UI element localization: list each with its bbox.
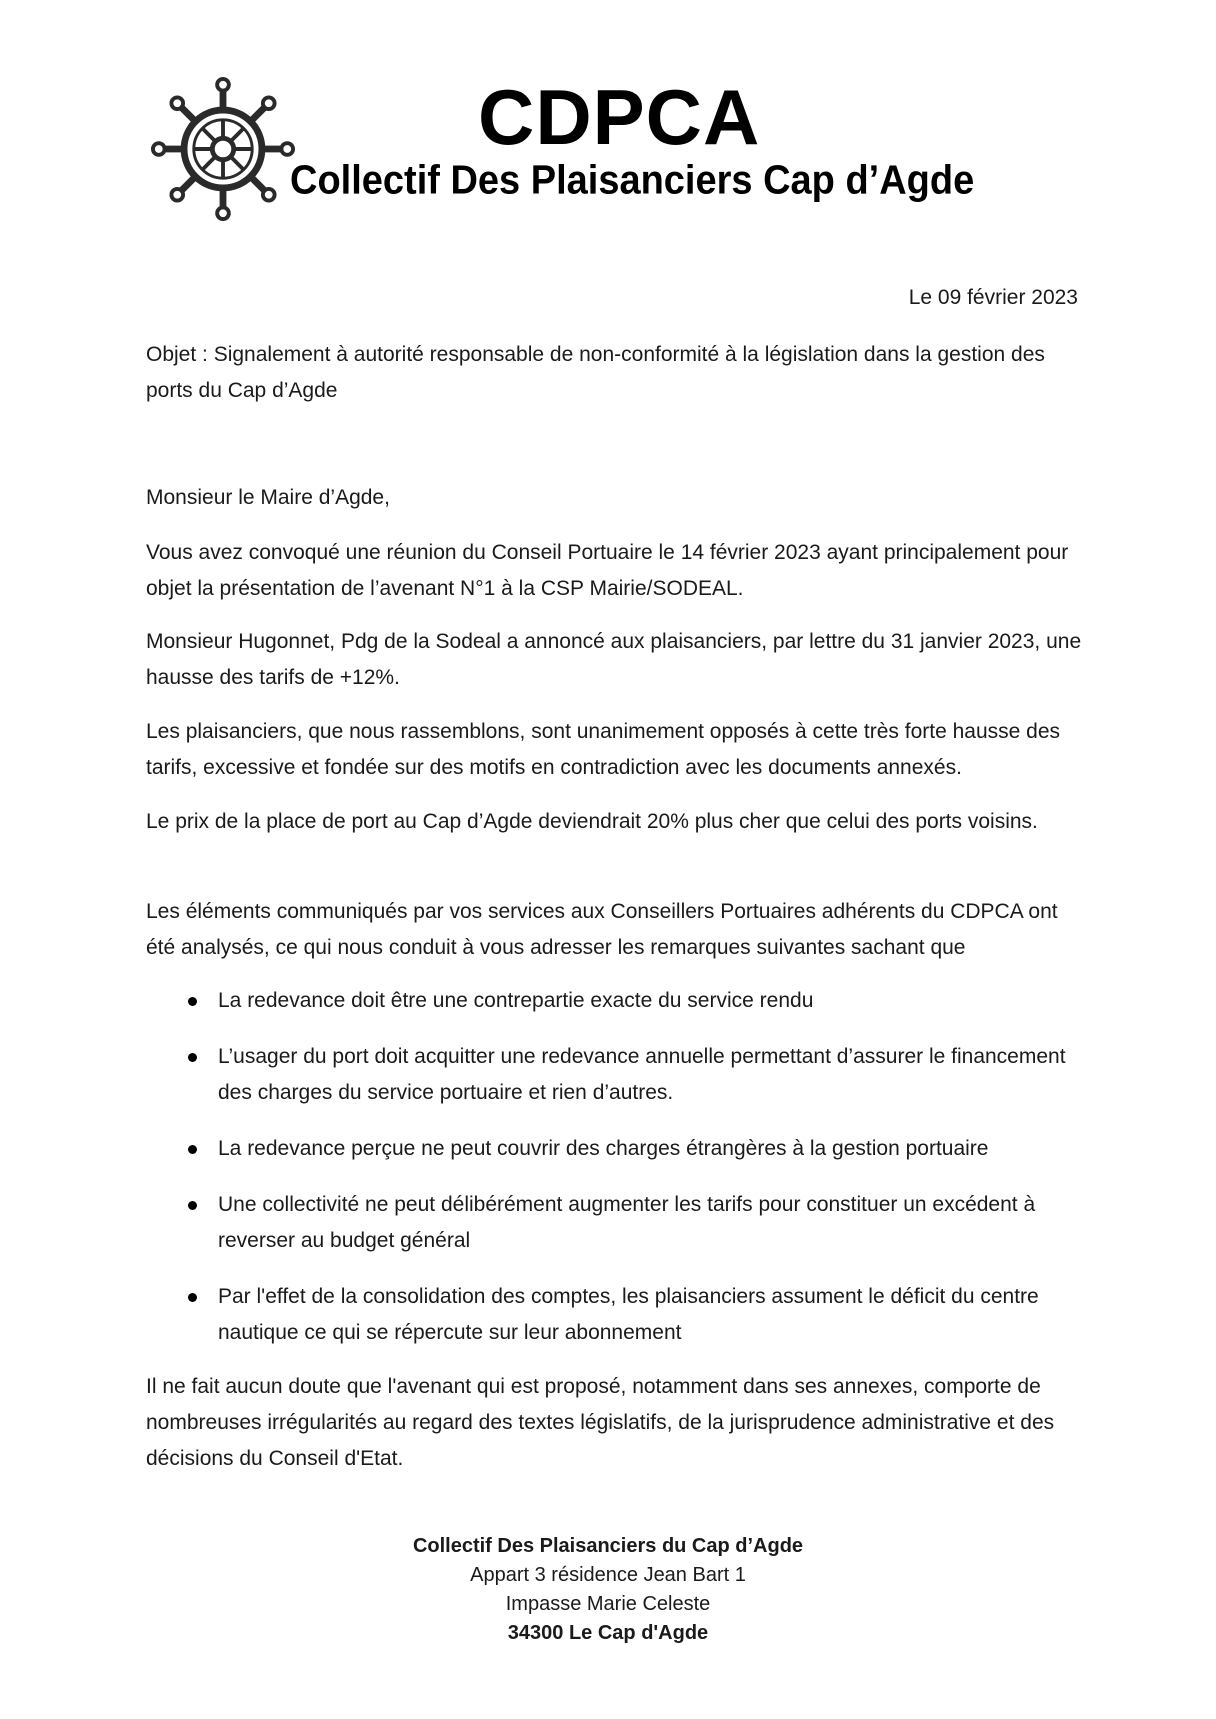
paragraph: Vous avez convoqué une réunion du Conseil Portuaire le 14 février 2023 ayant principalement pour objet la présentation de l’avenant N°1 à la CSP Mairie/SODEAL. [146, 541, 1069, 600]
list-item-text: Une collectivité ne peut délibérément augmenter les tarifs pour constituer un excédent à reverser au budget général [218, 1193, 1036, 1252]
list-item [146, 1131, 1086, 1167]
letter-salutation: Monsieur le Maire d’Agde, [146, 486, 390, 509]
list-item [146, 1279, 1086, 1351]
list-item [146, 983, 1086, 1019]
footer-city: 34300 Le Cap d'Agde [507, 1622, 709, 1644]
paragraph: Les plaisanciers, que nous rassemblons, sont unanimement opposés à cette très forte hausse des tarifs, excessive et fondée sur des motifs en contradiction avec les documents annexés. [146, 720, 1061, 779]
footer-address-line: Impasse Marie Celeste [505, 1593, 711, 1615]
list-item-text: La redevance doit être une contrepartie exacte du service rendu [218, 989, 814, 1012]
list-item-text: La redevance perçue ne peut couvrir des charges étrangères à la gestion portuaire [218, 1137, 989, 1160]
org-name: Collectif Des Plaisanciers Cap d’Agde [290, 157, 975, 204]
org-acronym: CDPCA [478, 73, 761, 161]
paragraph: Monsieur Hugonnet, Pdg de la Sodeal a annoncé aux plaisanciers, par lettre du 31 janvier 2023, une hausse des tarifs de +12%. [146, 630, 1082, 689]
list-item [146, 1187, 1086, 1259]
remarks-list [146, 983, 1086, 1371]
letter-date: Le 09 février 2023 [908, 286, 1078, 309]
bullet-icon [188, 1201, 197, 1210]
list-item-text: Par l'effet de la consolidation des comptes, les plaisanciers assument le déficit du centre nautique ce qui se répercute sur leur abonnement [218, 1285, 1039, 1344]
list-item [146, 1039, 1086, 1111]
paragraph: Le prix de la place de port au Cap d’Agde deviendrait 20% plus cher que celui des ports voisins. [146, 810, 1038, 833]
ship-wheel-icon [150, 76, 296, 222]
paragraph: Les éléments communiqués par vos services aux Conseillers Portuaires adhérents du CDPCA ont été analysés, ce qui nous conduit à vous adresser les remarques suivantes sachant que [146, 900, 1058, 959]
bullet-icon [188, 997, 197, 1006]
list-item-text: L’usager du port doit acquitter une redevance annuelle permettant d’assurer le financement des charges du service portuaire et rien d’autres. [218, 1045, 1066, 1104]
letter-subject: Objet : Signalement à autorité responsable de non-conformité à la législation dans la gestion des ports du Cap d’Agde [146, 343, 1045, 402]
bullet-icon [188, 1293, 197, 1302]
footer-org-name: Collectif Des Plaisanciers du Cap d’Agde [412, 1535, 804, 1557]
closing-paragraph: Il ne fait aucun doute que l'avenant qui est proposé, notamment dans ses annexes, comporte de nombreuses irrégularités au regard des textes législatifs, de la jurisprudence administrative et des décisions du Conseil d'Etat. [146, 1375, 1055, 1470]
footer-address [0, 1532, 1216, 1648]
bullet-icon [188, 1145, 197, 1154]
footer-address-line: Appart 3 résidence Jean Bart 1 [470, 1564, 746, 1586]
bullet-icon [188, 1053, 197, 1062]
